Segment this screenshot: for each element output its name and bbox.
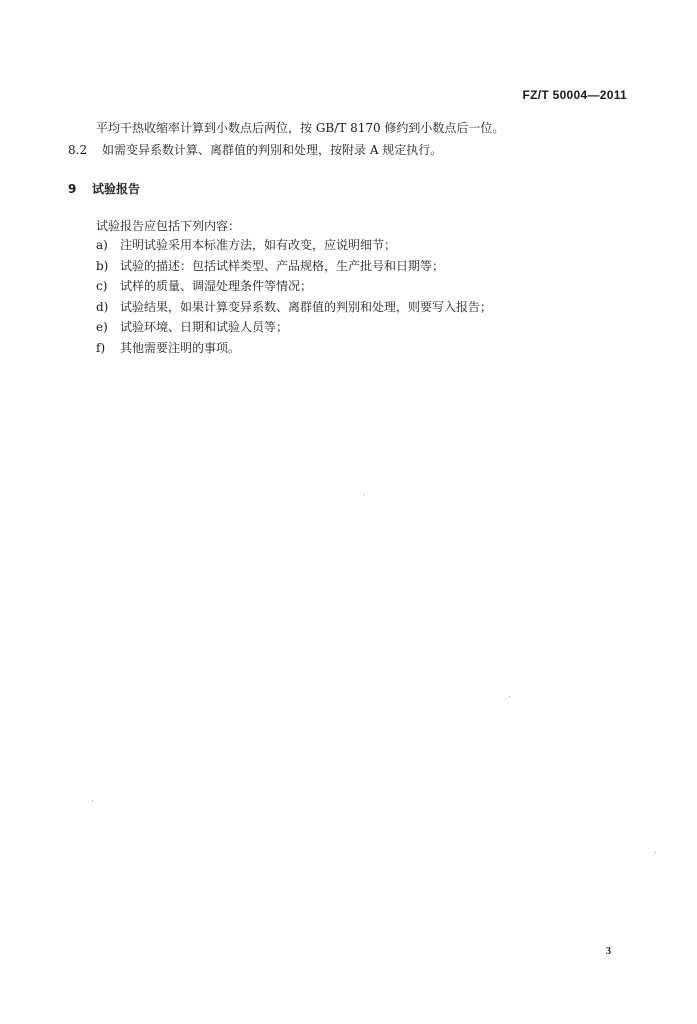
clause-text: 如需变异系数计算、离群值的判别和处理，按附录 A 规定执行。 [102,143,443,157]
list-item-text: 试验结果，如果计算变异系数、离群值的判别和处理，则要写入报告； [120,299,493,314]
list-item-text: 试样的质量、调湿处理条件等情况； [120,279,313,293]
standard-number-header: FZ/T 50004—2011 [522,88,627,102]
list-item [96,258,492,279]
page-number: 3 [606,946,611,957]
continuation-paragraph: 平均干热收缩率计算到小数点后两位，按 GB/T 8170 修约到小数点后一位。 [96,121,505,135]
list-item [96,237,492,258]
list-item [96,299,492,320]
list-item [96,340,492,361]
list-item-text: 注明试验采用本标准方法，如有改变，应说明细节； [120,238,397,252]
list-item [96,319,492,340]
report-items-list [96,237,492,360]
report-intro: 试验报告应包括下列内容： [96,219,241,233]
scan-speck [509,696,510,697]
list-item-mark: d) [96,299,109,314]
scan-speck [92,800,93,801]
section-9-heading [68,180,140,197]
list-item-text: 试验的描述：包括试样类型、产品规格，生产批号和日期等； [120,258,445,273]
list-item-mark: f) [96,340,106,355]
list-item-mark: a) [96,238,108,252]
clause-8-2 [68,142,442,158]
list-item-text: 其他需要注明的事项。 [120,340,241,355]
clause-number: 8.2 [68,143,88,157]
section-number: 9 [68,182,77,196]
section-title: 试验报告 [92,182,141,196]
list-item-mark: e) [96,320,108,334]
list-item-mark: b) [96,258,109,273]
list-item [96,278,492,299]
list-item-text: 试验环境、日期和试验人员等； [120,320,289,334]
scan-speck [655,852,656,853]
scan-speck [364,494,365,495]
list-item-mark: c) [96,279,108,293]
